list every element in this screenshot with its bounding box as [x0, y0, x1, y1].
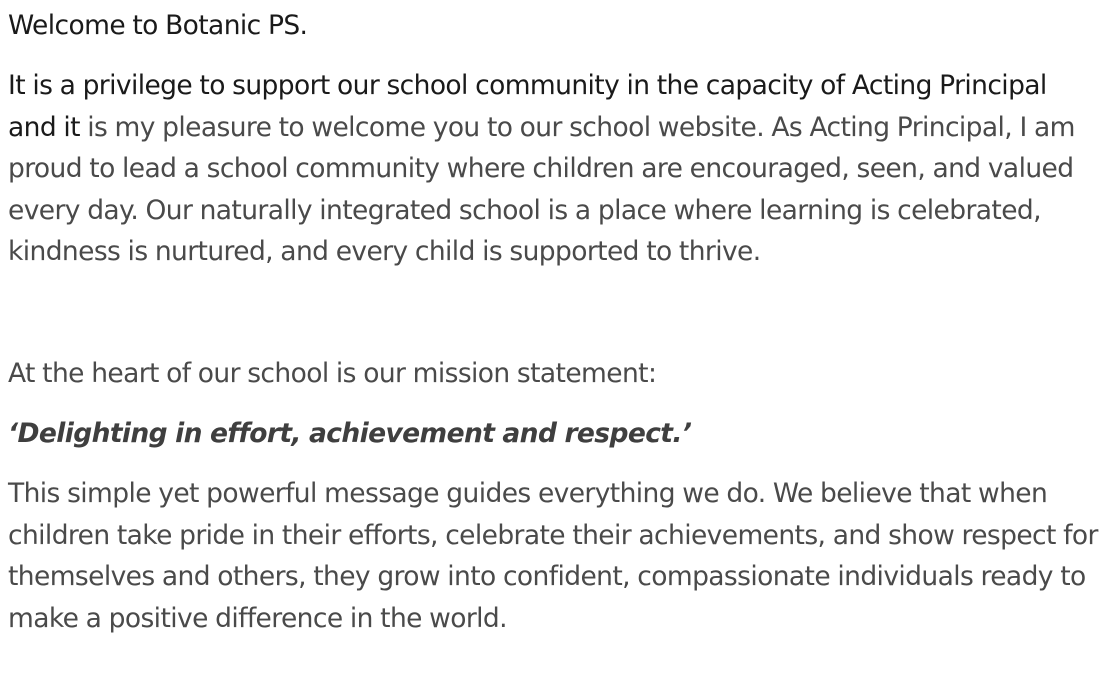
intro-paragraph [8, 65, 1100, 273]
welcome-heading: Welcome to Botanic PS. [8, 10, 308, 41]
intro-rest-text: is my pleasure to welcome you to our school website. As Acting Principal, I am proud to lead a school community where children are encouraged, seen, and valued every day. Our naturally integrated school is a place where learning is celebrated, kindness is nurtured, and every child is supported to thrive. [8, 111, 1075, 267]
intro-lead-text: It is a privilege to support our school community in the capacity of Acting Principal and it [8, 70, 1047, 143]
mission-statement: ‘Delighting in effort, achievement and respect.’ [8, 418, 692, 449]
mission-explanation-paragraph: This simple yet powerful message guides everything we do. We believe that when children take pride in their efforts, celebrate their achievements, and show respect for themselves and others, they grow into confident, compassionate individuals ready to make a positive difference in the world. [8, 478, 1098, 634]
mission-intro-text: At the heart of our school is our mission statement: [8, 358, 657, 389]
